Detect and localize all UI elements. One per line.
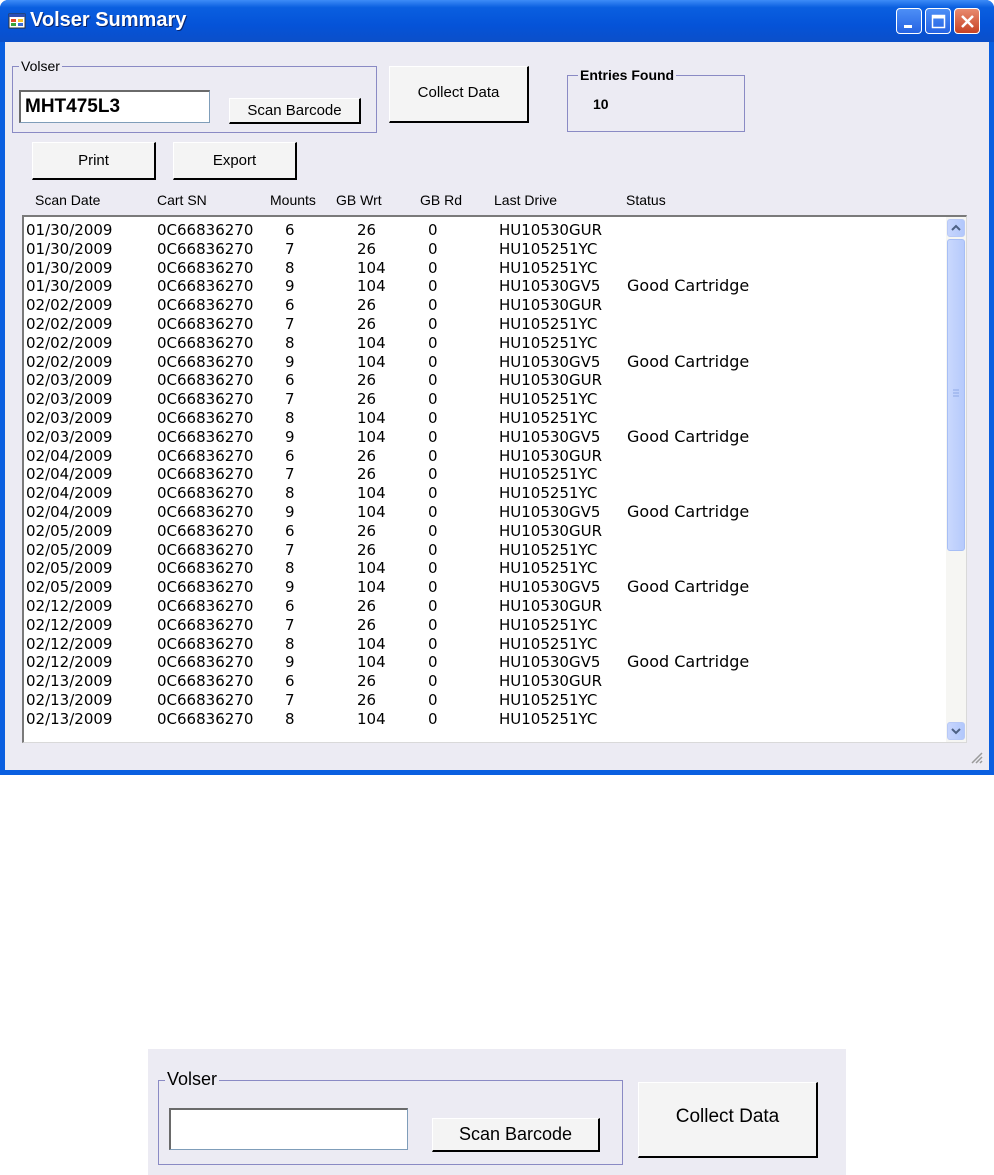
- cell-scan-date: 01/30/2009: [26, 221, 113, 239]
- cell-last-drive: HU10530GUR: [499, 446, 603, 465]
- cell-scan-date: 02/02/2009: [26, 314, 113, 333]
- cell-scan-date: 02/13/2009: [26, 690, 113, 709]
- list-item[interactable]: [26, 259, 941, 278]
- cell-scan-date: 02/13/2009: [26, 709, 113, 728]
- cell-cart-sn: 0C66836270: [157, 446, 254, 465]
- cell-last-drive: HU10530GUR: [499, 521, 603, 540]
- scan-barcode-button[interactable]: Scan Barcode: [229, 98, 361, 124]
- list-item[interactable]: [26, 315, 941, 334]
- cell-gb-rd: 0: [428, 521, 438, 540]
- cell-gb-rd: 0: [428, 634, 438, 653]
- cell-gb-wrt: 26: [357, 615, 377, 634]
- entries-found-value: 10: [593, 96, 609, 112]
- cell-last-drive: HU105251YC: [499, 634, 598, 653]
- cell-cart-sn: 0C66836270: [157, 239, 254, 258]
- cell-scan-date: 02/03/2009: [26, 408, 113, 427]
- cell-mounts: 6: [285, 296, 295, 315]
- cell-last-drive: HU10530GUR: [499, 221, 603, 239]
- cell-gb-wrt: 104: [357, 559, 386, 578]
- snippet-collect-data-button[interactable]: Collect Data: [638, 1082, 818, 1158]
- column-header-status: Status: [626, 192, 666, 208]
- cell-cart-sn: 0C66836270: [157, 427, 254, 446]
- cell-gb-wrt: 26: [357, 596, 377, 615]
- cell-last-drive: HU105251YC: [499, 559, 598, 578]
- cell-gb-rd: 0: [428, 690, 438, 709]
- cell-mounts: 8: [285, 634, 295, 653]
- list-item[interactable]: [26, 635, 941, 654]
- entries-found-label: Entries Found: [580, 67, 675, 83]
- cell-mounts: 9: [285, 653, 295, 672]
- cell-cart-sn: 0C66836270: [157, 578, 254, 597]
- window-title: Volser Summary: [30, 9, 187, 31]
- cell-mounts: 7: [285, 239, 295, 258]
- cell-gb-wrt: 104: [357, 709, 386, 728]
- cell-scan-date: 02/02/2009: [26, 352, 113, 371]
- column-header-scan-date: Scan Date: [35, 192, 101, 208]
- list-item[interactable]: [26, 409, 941, 428]
- cell-gb-rd: 0: [428, 371, 438, 390]
- cell-last-drive: HU105251YC: [499, 258, 598, 277]
- cell-scan-date: 02/04/2009: [26, 502, 113, 521]
- list-item[interactable]: [26, 541, 941, 560]
- cell-gb-wrt: 26: [357, 296, 377, 315]
- column-header-gb-wrt: GB Wrt: [336, 192, 382, 208]
- cell-status: Good Cartridge: [627, 577, 750, 597]
- entries-list: [26, 221, 941, 729]
- cell-status: Good Cartridge: [627, 426, 750, 446]
- cell-scan-date: 01/30/2009: [26, 258, 113, 277]
- cell-cart-sn: 0C66836270: [157, 653, 254, 672]
- cell-mounts: 7: [285, 540, 295, 559]
- cell-last-drive: HU10530GV5: [499, 653, 601, 672]
- minimize-button[interactable]: [896, 8, 922, 34]
- cell-last-drive: HU10530GUR: [499, 371, 603, 390]
- cell-cart-sn: 0C66836270: [157, 502, 254, 521]
- cell-cart-sn: 0C66836270: [157, 690, 254, 709]
- cell-gb-wrt: 26: [357, 521, 377, 540]
- cell-scan-date: 02/12/2009: [26, 615, 113, 634]
- scroll-down-button[interactable]: [947, 722, 965, 740]
- snippet-volser-label: Volser: [167, 1069, 218, 1089]
- column-header-gb-rd: GB Rd: [420, 192, 463, 208]
- cell-last-drive: HU105251YC: [499, 615, 598, 634]
- list-item[interactable]: [26, 672, 941, 691]
- volser-input[interactable]: [19, 90, 210, 123]
- cell-cart-sn: 0C66836270: [157, 314, 254, 333]
- list-item[interactable]: [26, 221, 941, 240]
- cell-gb-wrt: 104: [357, 333, 386, 352]
- list-item[interactable]: [26, 653, 941, 672]
- cell-gb-rd: 0: [428, 408, 438, 427]
- cell-gb-rd: 0: [428, 540, 438, 559]
- cell-gb-rd: 0: [428, 446, 438, 465]
- cell-mounts: 9: [285, 277, 295, 296]
- cell-last-drive: HU105251YC: [499, 408, 598, 427]
- cell-gb-wrt: 104: [357, 352, 386, 371]
- cell-mounts: 7: [285, 465, 295, 484]
- cell-cart-sn: 0C66836270: [157, 615, 254, 634]
- cell-scan-date: 02/13/2009: [26, 672, 113, 691]
- list-item[interactable]: [26, 503, 941, 522]
- snippet-volser-input[interactable]: [169, 1108, 408, 1150]
- list-item[interactable]: [26, 578, 941, 597]
- resize-grip-icon[interactable]: [969, 750, 983, 764]
- entries-listbox[interactable]: [22, 215, 967, 743]
- cell-cart-sn: 0C66836270: [157, 484, 254, 503]
- close-button[interactable]: [954, 8, 980, 34]
- title-bar[interactable]: [0, 0, 994, 42]
- snippet-scan-barcode-button[interactable]: Scan Barcode: [432, 1118, 600, 1152]
- cell-scan-date: 02/12/2009: [26, 596, 113, 615]
- grip-lines-icon: [948, 240, 964, 550]
- cell-mounts: 9: [285, 578, 295, 597]
- column-header-cart-sn: Cart SN: [157, 192, 207, 208]
- scroll-up-button[interactable]: [947, 219, 965, 237]
- cell-mounts: 7: [285, 390, 295, 409]
- cell-status: Good Cartridge: [627, 501, 750, 521]
- list-item[interactable]: [26, 465, 941, 484]
- app-icon: [8, 12, 26, 30]
- list-item[interactable]: [26, 371, 941, 390]
- list-item[interactable]: [26, 277, 941, 296]
- cell-cart-sn: 0C66836270: [157, 634, 254, 653]
- cell-last-drive: HU10530GUR: [499, 596, 603, 615]
- cell-cart-sn: 0C66836270: [157, 221, 254, 239]
- cell-gb-wrt: 26: [357, 371, 377, 390]
- cell-last-drive: HU105251YC: [499, 484, 598, 503]
- close-icon: [955, 9, 981, 35]
- cell-mounts: 8: [285, 559, 295, 578]
- cell-gb-rd: 0: [428, 277, 438, 296]
- chevron-up-icon: [948, 220, 964, 236]
- cell-mounts: 6: [285, 446, 295, 465]
- column-header-last-drive: Last Drive: [494, 192, 558, 208]
- list-item[interactable]: [26, 522, 941, 541]
- cell-gb-rd: 0: [428, 709, 438, 728]
- cell-gb-rd: 0: [428, 296, 438, 315]
- cell-scan-date: 02/02/2009: [26, 296, 113, 315]
- cell-gb-wrt: 104: [357, 277, 386, 296]
- list-item[interactable]: [26, 484, 941, 503]
- cell-mounts: 9: [285, 427, 295, 446]
- cell-gb-rd: 0: [428, 258, 438, 277]
- cell-gb-wrt: 104: [357, 258, 386, 277]
- cell-gb-wrt: 104: [357, 578, 386, 597]
- cell-gb-wrt: 26: [357, 540, 377, 559]
- cell-scan-date: 02/05/2009: [26, 540, 113, 559]
- cell-scan-date: 02/04/2009: [26, 446, 113, 465]
- cell-gb-rd: 0: [428, 333, 438, 352]
- cell-last-drive: HU10530GUR: [499, 672, 603, 691]
- cell-gb-wrt: 104: [357, 427, 386, 446]
- cell-cart-sn: 0C66836270: [157, 540, 254, 559]
- entries-found-group: [567, 67, 745, 132]
- cell-scan-date: 02/02/2009: [26, 333, 113, 352]
- cell-gb-wrt: 104: [357, 502, 386, 521]
- cell-scan-date: 02/05/2009: [26, 559, 113, 578]
- cell-gb-rd: 0: [428, 672, 438, 691]
- cell-gb-wrt: 26: [357, 465, 377, 484]
- cell-gb-wrt: 26: [357, 446, 377, 465]
- list-item[interactable]: [26, 597, 941, 616]
- cell-gb-rd: 0: [428, 559, 438, 578]
- cell-gb-wrt: 104: [357, 653, 386, 672]
- cell-gb-rd: 0: [428, 239, 438, 258]
- cell-last-drive: HU105251YC: [499, 690, 598, 709]
- volser-group-label: Volser: [21, 58, 60, 74]
- cell-scan-date: 02/03/2009: [26, 390, 113, 409]
- list-item[interactable]: [26, 691, 941, 710]
- cell-cart-sn: 0C66836270: [157, 296, 254, 315]
- cell-gb-wrt: 104: [357, 484, 386, 503]
- cell-mounts: 6: [285, 371, 295, 390]
- cell-scan-date: 02/03/2009: [26, 427, 113, 446]
- cell-scan-date: 02/04/2009: [26, 465, 113, 484]
- cell-gb-rd: 0: [428, 352, 438, 371]
- cell-gb-wrt: 26: [357, 672, 377, 691]
- cell-scan-date: 02/12/2009: [26, 653, 113, 672]
- cell-mounts: 6: [285, 221, 295, 239]
- cell-status: Good Cartridge: [627, 652, 750, 672]
- cell-last-drive: HU105251YC: [499, 239, 598, 258]
- cell-cart-sn: 0C66836270: [157, 371, 254, 390]
- list-item[interactable]: [26, 353, 941, 372]
- cell-status: Good Cartridge: [627, 351, 750, 371]
- cell-last-drive: HU105251YC: [499, 390, 598, 409]
- list-item[interactable]: [26, 428, 941, 447]
- cell-cart-sn: 0C66836270: [157, 258, 254, 277]
- cell-gb-wrt: 26: [357, 239, 377, 258]
- cell-last-drive: HU10530GV5: [499, 352, 601, 371]
- cell-mounts: 7: [285, 314, 295, 333]
- cell-mounts: 9: [285, 352, 295, 371]
- cell-gb-rd: 0: [428, 484, 438, 503]
- print-button[interactable]: Print: [32, 142, 156, 180]
- cell-last-drive: HU105251YC: [499, 709, 598, 728]
- chevron-down-icon: [948, 723, 964, 739]
- list-item[interactable]: [26, 616, 941, 635]
- cell-scan-date: 01/30/2009: [26, 277, 113, 296]
- list-item[interactable]: [26, 559, 941, 578]
- cell-gb-rd: 0: [428, 596, 438, 615]
- cell-gb-rd: 0: [428, 502, 438, 521]
- cell-scan-date: 02/03/2009: [26, 371, 113, 390]
- volser-snippet-panel: [148, 1049, 846, 1175]
- minimize-icon: [897, 9, 923, 35]
- cell-gb-rd: 0: [428, 314, 438, 333]
- cell-gb-rd: 0: [428, 221, 438, 239]
- cell-cart-sn: 0C66836270: [157, 408, 254, 427]
- cell-scan-date: 02/04/2009: [26, 484, 113, 503]
- cell-cart-sn: 0C66836270: [157, 333, 254, 352]
- cell-cart-sn: 0C66836270: [157, 390, 254, 409]
- list-item[interactable]: [26, 390, 941, 409]
- cell-cart-sn: 0C66836270: [157, 465, 254, 484]
- cell-mounts: 6: [285, 672, 295, 691]
- maximize-button[interactable]: [925, 8, 951, 34]
- cell-mounts: 8: [285, 258, 295, 277]
- cell-gb-wrt: 26: [357, 690, 377, 709]
- cell-mounts: 8: [285, 709, 295, 728]
- cell-last-drive: HU105251YC: [499, 333, 598, 352]
- export-button[interactable]: Export: [173, 142, 297, 180]
- cell-gb-rd: 0: [428, 653, 438, 672]
- cell-scan-date: 02/12/2009: [26, 634, 113, 653]
- cell-mounts: 6: [285, 596, 295, 615]
- list-item[interactable]: [26, 710, 941, 729]
- list-item[interactable]: [26, 240, 941, 259]
- cell-gb-rd: 0: [428, 615, 438, 634]
- list-item[interactable]: [26, 334, 941, 353]
- cell-gb-rd: 0: [428, 578, 438, 597]
- cell-mounts: 7: [285, 690, 295, 709]
- cell-cart-sn: 0C66836270: [157, 709, 254, 728]
- cell-cart-sn: 0C66836270: [157, 559, 254, 578]
- list-item[interactable]: [26, 447, 941, 466]
- cell-cart-sn: 0C66836270: [157, 672, 254, 691]
- cell-gb-rd: 0: [428, 427, 438, 446]
- cell-last-drive: HU10530GV5: [499, 502, 601, 521]
- cell-last-drive: HU10530GUR: [499, 296, 603, 315]
- cell-cart-sn: 0C66836270: [157, 277, 254, 296]
- cell-mounts: 8: [285, 408, 295, 427]
- cell-last-drive: HU10530GV5: [499, 427, 601, 446]
- cell-mounts: 6: [285, 521, 295, 540]
- cell-mounts: 8: [285, 333, 295, 352]
- volser-group: [12, 58, 377, 133]
- cell-gb-rd: 0: [428, 390, 438, 409]
- vertical-scrollbar[interactable]: [946, 217, 966, 742]
- cell-last-drive: HU105251YC: [499, 465, 598, 484]
- column-header-mounts: Mounts: [270, 192, 316, 208]
- snippet-volser-group: [158, 1069, 623, 1165]
- cell-gb-wrt: 104: [357, 634, 386, 653]
- cell-gb-wrt: 104: [357, 408, 386, 427]
- cell-scan-date: 02/05/2009: [26, 521, 113, 540]
- cell-scan-date: 02/05/2009: [26, 578, 113, 597]
- cell-cart-sn: 0C66836270: [157, 521, 254, 540]
- maximize-icon: [926, 9, 952, 35]
- cell-last-drive: HU105251YC: [499, 314, 598, 333]
- cell-gb-wrt: 26: [357, 390, 377, 409]
- cell-status: Good Cartridge: [627, 276, 750, 296]
- cell-cart-sn: 0C66836270: [157, 352, 254, 371]
- window-client-area: [5, 42, 989, 770]
- collect-data-button[interactable]: Collect Data: [389, 66, 529, 123]
- cell-last-drive: HU10530GV5: [499, 277, 601, 296]
- cell-last-drive: HU105251YC: [499, 540, 598, 559]
- cell-mounts: 7: [285, 615, 295, 634]
- cell-cart-sn: 0C66836270: [157, 596, 254, 615]
- list-item[interactable]: [26, 296, 941, 315]
- cell-gb-wrt: 26: [357, 221, 377, 239]
- cell-mounts: 9: [285, 502, 295, 521]
- cell-last-drive: HU10530GV5: [499, 578, 601, 597]
- cell-mounts: 8: [285, 484, 295, 503]
- cell-gb-rd: 0: [428, 465, 438, 484]
- cell-scan-date: 01/30/2009: [26, 239, 113, 258]
- scroll-thumb[interactable]: [947, 239, 965, 551]
- cell-gb-wrt: 26: [357, 314, 377, 333]
